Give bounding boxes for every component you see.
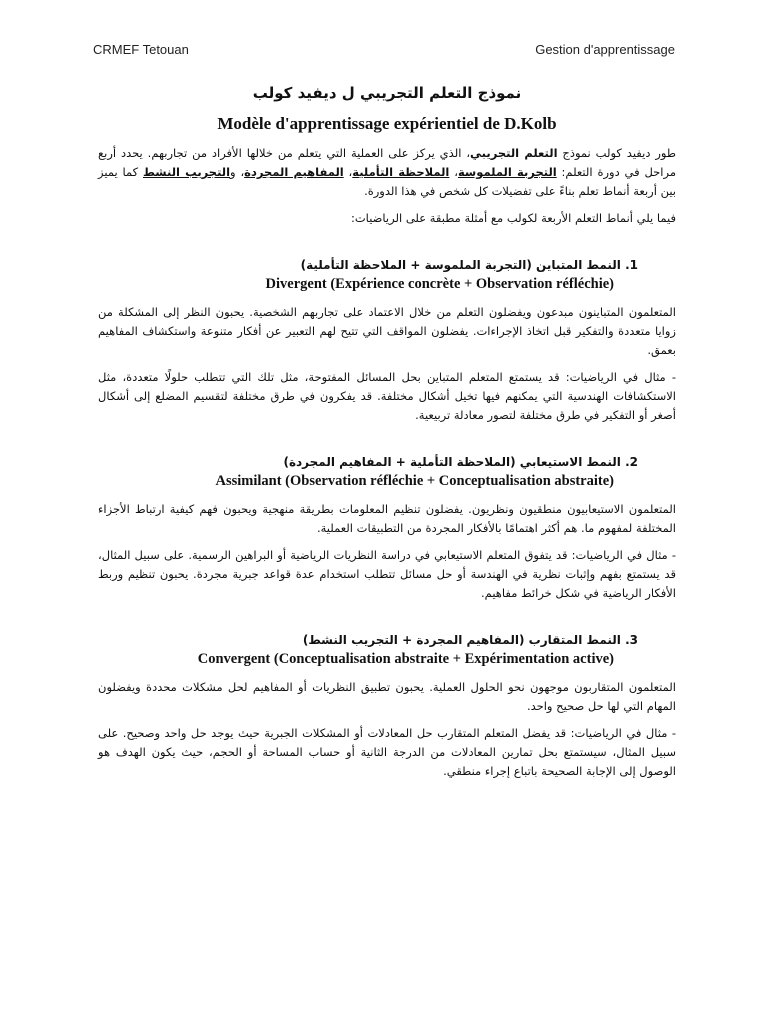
document-body	[98, 84, 676, 789]
section-assimilant	[98, 455, 676, 603]
intro-text: ، الذي يركز على العملية التي يتعلم من خلالها الأفراد من تجاربهم. يحدد أربع مراحل في دورة التعلم:	[98, 146, 676, 179]
section-example: - مثال في الرياضيات: قد يفضل المتعلم المتقارب حل المعادلات أو المشكلات الجبرية حيث يوجد حل واحد وصحيح. على سبيل المثال، سيستمتع بحل تمارين المعادلات من الدرجة الثانية أو حساب المساحة أو الحجم، حيث يكون الهدف هو الوصول إلى الإجابة الصحيحة باتباع إجراء منطقي.	[98, 726, 676, 778]
intro-term-abstract: المفاهيم المجردة	[244, 165, 344, 179]
header-left: CRMEF Tetouan	[93, 42, 189, 57]
section-description: المتعلمون المتباينون مبدعون ويفضلون التعلم من خلال الاعتماد على تجاربهم الشخصية. يحبون النظر إلى المشكلة من زوايا متعددة والتفكير قبل اتخاذ الإجراءات. يفضلون المواقف التي تتيح لهم التعبير عن أفكار متنوعة واستكشاف المفاهيم بعمق.	[98, 305, 676, 357]
section-description: المتعلمون الاستيعابيون منطقيون ونظريون. يفضلون تنظيم المعلومات بطريقة منهجية ويحبون فهم كيفية ارتباط الأجزاء المختلفة لمفهوم ما. هم أكثر اهتمامًا بالأفكار المجردة من التطبيقات العملية.	[98, 502, 676, 535]
section-divergent	[98, 258, 676, 425]
section-heading-french: Assimilant (Observation réfléchie + Conceptualisation abstraite)	[215, 473, 614, 489]
intro-lead-in: فيما يلي أنماط التعلم الأربعة لكولب مع أمثلة مطبقة على الرياضيات:	[350, 211, 676, 225]
section-example: - مثال في الرياضيات: قد يستمتع المتعلم المتباين بحل المسائل المفتوحة، مثل تلك التي تتطلب حلولًا متعددة، مثل الاستكشافات الهندسية التي يمكنهم فيها تخيل أشكال مختلفة. قد يفكرون في طرق مختلفة لتقسيم المضلع إلى أشكال أصغر أو التفكير في طرق مختلفة لتصور معادلة تربيعية.	[98, 370, 676, 422]
intro-text: طور ديفيد كولب نموذج	[557, 146, 676, 160]
section-convergent	[98, 633, 676, 781]
intro-term-reflective: الملاحظة التأملية	[352, 165, 450, 179]
intro-text: كما يميز بين أربعة أنماط تعلم بناءً على تفضيلات كل شخص في هذا الدورة.	[98, 165, 676, 198]
section-example: - مثال في الرياضيات: قد يتفوق المتعلم الاستيعابي في دراسة النظريات الرياضية أو البراهين الرسمية. على سبيل المثال، قد يستمتع بفهم وإثبات نظرية في الهندسة أو حل مسائل تتطلب استخدام عدة قواعد جبرية مجردة. يحبون تنظيم وربط الأفكار الرياضية في شكل خرائط مفاهيم.	[98, 548, 676, 600]
intro-term-concrete: التجربة الملموسة	[457, 165, 557, 179]
intro-text: ، و	[230, 165, 245, 179]
section-heading-arabic: 1. النمط المتباين (التجربة الملموسة + الملاحظة التأملية)	[300, 258, 638, 272]
header-right: Gestion d'apprentissage	[535, 42, 675, 57]
page-title-french: Modèle d'apprentissage expérientiel de D.Kolb	[217, 114, 557, 133]
intro-paragraph	[98, 144, 676, 201]
intro-text: ،	[449, 165, 458, 179]
section-description: المتعلمون المتقاربون موجهون نحو الحلول العملية. يحبون تطبيق النظريات أو المفاهيم لحل مشكلات محددة ويفضلون المهام التي لها حل صحيح واحد.	[98, 680, 676, 713]
section-heading-french: Convergent (Conceptualisation abstraite + Expérimentation active)	[197, 651, 614, 667]
section-heading-arabic: 3. النمط المتقارب (المفاهيم المجردة + التجريب النشط)	[302, 633, 638, 647]
intro-text: ،	[343, 165, 353, 179]
section-heading-arabic: 2. النمط الاستيعابي (الملاحظة التأملية + المفاهيم المجردة)	[283, 455, 638, 469]
section-heading-french: Divergent (Expérience concrète + Observation réfléchie)	[265, 276, 614, 292]
intro-term-experiential: التعلم التجريبي	[470, 146, 558, 160]
intro-term-active: التجريب النشط	[142, 165, 231, 179]
page-title-arabic: نموذج التعلم التجريبي ل ديفيد كولب	[252, 84, 522, 102]
